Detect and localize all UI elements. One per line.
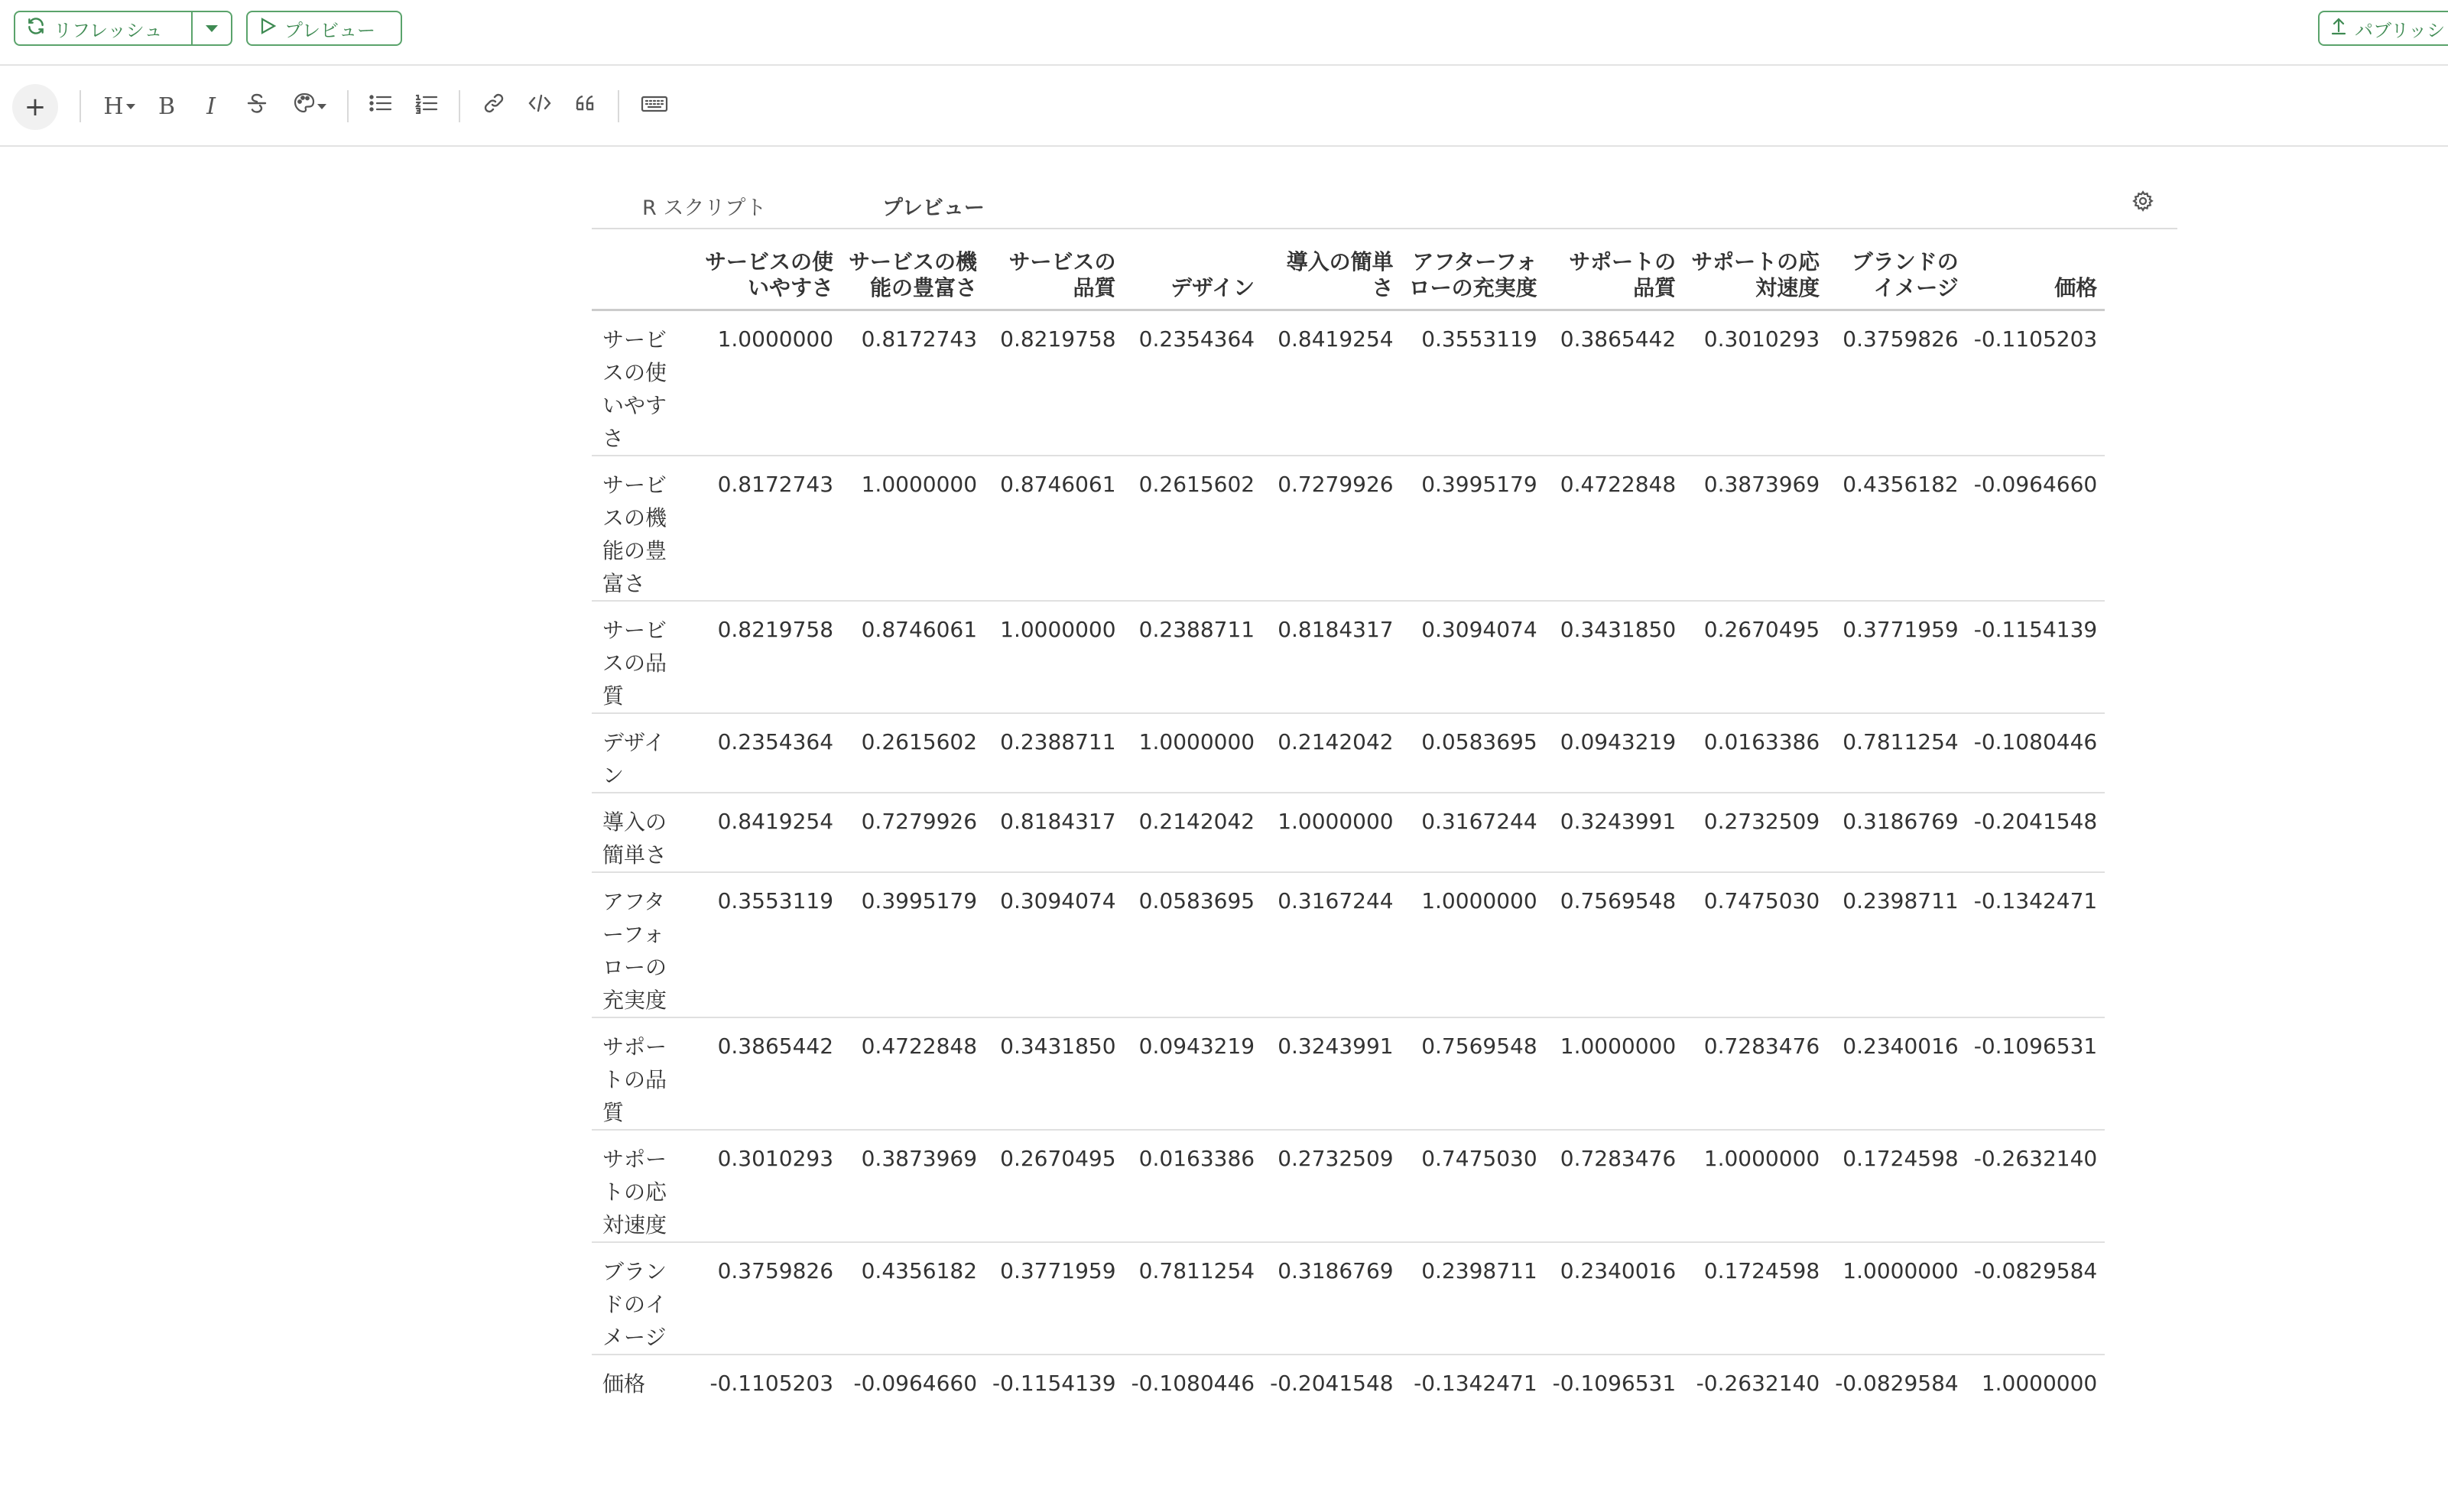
- refresh-button[interactable]: [15, 12, 191, 44]
- table-cell: -0.2632140: [1966, 1130, 2105, 1242]
- settings-button[interactable]: [2131, 190, 2154, 216]
- table-cell: 0.3167244: [1401, 793, 1545, 872]
- row-label: [592, 456, 697, 601]
- numbered-list-icon: [414, 92, 439, 120]
- table-cell: 0.0163386: [1683, 713, 1827, 793]
- table-cell: 0.3186769: [1262, 1242, 1401, 1355]
- column-header: [1545, 243, 1684, 310]
- column-header: [697, 243, 841, 310]
- column-header-line: 価格: [2054, 275, 2098, 300]
- table-cell: 0.8746061: [985, 456, 1124, 601]
- quote-icon: [574, 92, 597, 120]
- row-label-line: スの使: [602, 360, 667, 385]
- table-cell: -0.1080446: [1131, 1371, 1255, 1396]
- table-cell: -0.0964660: [853, 1371, 978, 1396]
- bold-icon: B: [157, 92, 176, 120]
- quote-button[interactable]: [570, 89, 601, 124]
- table-cell: -0.1342471: [1966, 872, 2105, 1017]
- table-cell: 0.7279926: [1262, 456, 1401, 601]
- code-icon: [528, 92, 552, 120]
- caret-down-icon: [317, 104, 326, 109]
- table-cell: 0.2732509: [1262, 1130, 1401, 1242]
- table-body: [592, 310, 2105, 1401]
- row-label-line: アフタ: [602, 889, 666, 914]
- row-label-line: サービ: [602, 472, 667, 498]
- table-cell: -0.1154139: [1966, 601, 2105, 713]
- table-cell: 1.0000000: [841, 456, 985, 601]
- row-label-line: サービ: [602, 327, 667, 352]
- row-label-line: ン: [602, 763, 625, 788]
- row-label: [592, 713, 697, 793]
- table-cell: 0.3865442: [697, 1017, 841, 1130]
- top-toolbar: [0, 0, 2448, 66]
- heading-button[interactable]: [99, 89, 139, 124]
- column-header-line: サービスの: [1008, 249, 1116, 274]
- column-header: [1683, 243, 1827, 310]
- table-cell: 0.2670495: [985, 1130, 1124, 1242]
- column-header: [1827, 243, 1966, 310]
- row-label: [592, 310, 697, 456]
- column-header-line: デザイン: [1170, 275, 1255, 300]
- table-cell: 0.8219758: [985, 310, 1124, 456]
- row-label-line: 価格: [602, 1371, 646, 1397]
- table-cell: 0.3873969: [1683, 456, 1827, 601]
- table-cell: 0.0583695: [1124, 872, 1263, 1017]
- table-cell: 0.8419254: [1262, 310, 1401, 456]
- preview-label: プレビュー: [284, 19, 376, 41]
- table-row: [592, 1355, 2105, 1400]
- strikethrough-icon: [245, 91, 268, 122]
- table-row: [592, 310, 2105, 456]
- table-row: [592, 793, 2105, 872]
- table-cell: 0.0943219: [1124, 1017, 1263, 1130]
- table-cell: 0.2340016: [1827, 1017, 1966, 1130]
- keyboard-shortcuts-button[interactable]: [638, 89, 671, 124]
- row-label-line: サービ: [602, 618, 667, 643]
- table-cell: -0.1105203: [1966, 310, 2105, 456]
- table-cell: 0.2670495: [1683, 601, 1827, 713]
- toolbar-divider: [618, 90, 619, 122]
- column-header: [1401, 243, 1545, 310]
- row-label-line: スの機: [602, 505, 667, 530]
- refresh-label: リフレッシュ: [54, 19, 163, 41]
- code-button[interactable]: [524, 89, 555, 124]
- table-cell: 0.3243991: [1262, 1017, 1401, 1130]
- table-header-row: [592, 243, 2105, 310]
- column-header: [1262, 243, 1401, 310]
- row-label: [592, 601, 697, 713]
- table-cell: 0.3771959: [985, 1242, 1124, 1355]
- italic-icon: I: [206, 92, 216, 120]
- column-header-line: サポートの応: [1691, 249, 1820, 274]
- row-label-line: 導入の: [602, 810, 667, 835]
- row-label-line: サポー: [602, 1034, 667, 1059]
- table-cell: 0.3431850: [985, 1017, 1124, 1130]
- table-cell: 0.8184317: [1262, 601, 1401, 713]
- row-label-line: ーフォ: [602, 922, 665, 947]
- table-cell: 0.1724598: [1827, 1130, 1966, 1242]
- table-cell: 0.2142042: [1124, 793, 1263, 872]
- bullet-list-button[interactable]: [365, 89, 396, 124]
- table-cell: 1.0000000: [1545, 1017, 1684, 1130]
- table-cell: 0.3759826: [697, 1242, 841, 1355]
- table-cell: 0.8184317: [985, 793, 1124, 872]
- table-cell: 1.0000000: [1401, 872, 1545, 1017]
- row-label-line: メージ: [602, 1325, 667, 1350]
- table-cell: 0.7475030: [1401, 1130, 1545, 1242]
- table-cell: 0.2142042: [1262, 713, 1401, 793]
- table-cell: 0.3995179: [1401, 456, 1545, 601]
- table-cell: -0.0964660: [1966, 456, 2105, 601]
- table-cell: 0.3094074: [985, 872, 1124, 1017]
- column-header-line: ローの充実度: [1408, 275, 1537, 300]
- row-label-line: 質: [602, 683, 625, 709]
- corner-header-cell: [592, 243, 697, 310]
- table-cell: 0.3553119: [697, 872, 841, 1017]
- table-cell: 0.8219758: [697, 601, 841, 713]
- table-cell: 0.7475030: [1683, 872, 1827, 1017]
- toolbar-divider: [80, 90, 81, 122]
- column-header-line: 品質: [1633, 275, 1677, 300]
- table-cell: -0.1105203: [709, 1371, 834, 1396]
- table-cell: 0.3771959: [1827, 601, 1966, 713]
- column-header: [841, 243, 985, 310]
- row-label: [592, 1130, 697, 1242]
- table-cell: 0.8172743: [697, 456, 841, 601]
- table-cell: 0.3431850: [1545, 601, 1684, 713]
- row-label-line: 富さ: [602, 571, 646, 596]
- column-header-line: イメージ: [1873, 275, 1959, 300]
- column-header-line: サービスの使: [705, 249, 834, 274]
- table-row: [592, 1242, 2105, 1355]
- table-cell: 0.2354364: [697, 713, 841, 793]
- row-label-line: さ: [602, 426, 625, 451]
- table-cell: 0.0583695: [1401, 713, 1545, 793]
- column-header-line: さ: [1372, 275, 1394, 300]
- preview-button[interactable]: [246, 11, 402, 46]
- column-header: [1124, 243, 1263, 310]
- table-cell: 0.7279926: [841, 793, 985, 872]
- row-label-line: ブラン: [602, 1259, 667, 1284]
- plus-icon: +: [24, 92, 47, 122]
- table-cell: 0.1724598: [1683, 1242, 1827, 1355]
- column-header-line: アフターフォ: [1412, 249, 1537, 274]
- refresh-dropdown-button[interactable]: [191, 12, 231, 44]
- table-row: [592, 1130, 2105, 1242]
- table-cell: -0.1096531: [1552, 1371, 1677, 1396]
- row-label-line: 質: [602, 1100, 625, 1125]
- table-row: [592, 1017, 2105, 1130]
- table-cell: 0.3873969: [841, 1130, 985, 1242]
- table-cell: -0.0829584: [1966, 1242, 2105, 1355]
- column-header-line: ブランドの: [1851, 249, 1959, 274]
- publish-button[interactable]: [2318, 11, 2448, 46]
- output-tabs: [592, 177, 2177, 229]
- table-cell: -0.1342471: [1414, 1371, 1537, 1396]
- table-cell: 0.3553119: [1401, 310, 1545, 456]
- table-cell: 0.8419254: [697, 793, 841, 872]
- row-label: [592, 872, 697, 1017]
- table-cell: 0.3759826: [1827, 310, 1966, 456]
- table-cell: 0.3010293: [697, 1130, 841, 1242]
- link-icon: [482, 92, 505, 121]
- table-cell: 0.3865442: [1545, 310, 1684, 456]
- table-cell: 0.3094074: [1401, 601, 1545, 713]
- column-header-line: 対速度: [1755, 275, 1820, 300]
- row-label-line: 充実度: [602, 988, 667, 1013]
- bold-button[interactable]: [153, 89, 180, 124]
- table-row: [592, 872, 2105, 1017]
- palette-icon: [293, 92, 316, 121]
- row-label: [592, 1355, 697, 1400]
- table-cell: 0.8746061: [841, 601, 985, 713]
- table-cell: 0.2388711: [1124, 601, 1263, 713]
- column-header-line: 能の豊富さ: [870, 275, 978, 300]
- table-cell: 0.4356182: [841, 1242, 985, 1355]
- numbered-list-button[interactable]: [411, 89, 442, 124]
- row-label-line: トの応: [602, 1179, 667, 1205]
- play-icon: [260, 17, 277, 40]
- row-label-line: デザイ: [602, 730, 666, 755]
- row-label: [592, 793, 697, 872]
- refresh-icon: [26, 16, 46, 41]
- table-cell: 0.2388711: [985, 713, 1124, 793]
- table-cell: 0.3167244: [1262, 872, 1401, 1017]
- table-cell: 1.0000000: [1683, 1130, 1827, 1242]
- table-cell: 0.4722848: [1545, 456, 1684, 601]
- heading-icon: H: [103, 92, 124, 120]
- table-cell: 0.7283476: [1683, 1017, 1827, 1130]
- gear-icon: [2131, 201, 2154, 216]
- table-cell: 0.7811254: [1124, 1242, 1263, 1355]
- link-button[interactable]: [479, 89, 509, 124]
- row-label-line: スの品: [602, 651, 667, 676]
- table-cell: 0.7283476: [1545, 1130, 1684, 1242]
- strikethrough-button[interactable]: [242, 89, 272, 124]
- table-cell: 0.0163386: [1124, 1130, 1263, 1242]
- table-cell: 0.7569548: [1545, 872, 1684, 1017]
- table-cell: 0.2340016: [1545, 1242, 1684, 1355]
- editor-toolbar: [0, 66, 2448, 147]
- table-cell: 0.2398711: [1827, 872, 1966, 1017]
- table-cell: -0.1154139: [992, 1371, 1116, 1396]
- row-label-line: 対速度: [602, 1212, 667, 1238]
- row-label-line: サポー: [602, 1147, 667, 1172]
- table-cell: 0.3243991: [1545, 793, 1684, 872]
- table-row: [592, 601, 2105, 713]
- table-cell: 0.7811254: [1827, 713, 1966, 793]
- table-cell: -0.2632140: [1696, 1371, 1820, 1396]
- color-button[interactable]: [289, 89, 330, 124]
- row-label-line: ドのイ: [602, 1292, 667, 1317]
- table-cell: 0.4722848: [841, 1017, 985, 1130]
- table-cell: -0.1096531: [1966, 1017, 2105, 1130]
- table-cell: 0.4356182: [1827, 456, 1966, 601]
- row-label: [592, 1017, 697, 1130]
- correlation-table-wrapper: [592, 243, 2177, 1400]
- table-cell: 0.2615602: [1124, 456, 1263, 601]
- row-label-line: ローの: [602, 955, 667, 980]
- table-row: [592, 713, 2105, 793]
- row-label-line: トの品: [602, 1067, 667, 1092]
- tab-preview[interactable]: プレビュー: [882, 196, 985, 220]
- row-label: [592, 1242, 697, 1355]
- bullet-list-icon: [368, 92, 393, 120]
- column-header-line: 品質: [1073, 275, 1116, 300]
- table-cell: 1.0000000: [1981, 1371, 2098, 1396]
- table-cell: 0.2354364: [1124, 310, 1263, 456]
- column-header: [985, 243, 1124, 310]
- table-cell: -0.0829584: [1835, 1371, 1959, 1396]
- table-cell: 0.7569548: [1401, 1017, 1545, 1130]
- caret-down-icon: [126, 104, 135, 109]
- add-block-button[interactable]: [12, 84, 58, 130]
- toolbar-divider: [347, 90, 349, 122]
- table-row: [592, 456, 2105, 601]
- table-cell: 0.2615602: [841, 713, 985, 793]
- italic-button[interactable]: [197, 89, 225, 124]
- table-cell: 0.3186769: [1827, 793, 1966, 872]
- column-header: [1966, 243, 2105, 310]
- table-cell: -0.2041548: [1270, 1371, 1394, 1396]
- correlation-table: [592, 243, 2105, 1400]
- table-cell: 1.0000000: [1124, 713, 1263, 793]
- table-cell: 0.0943219: [1545, 713, 1684, 793]
- table-cell: 1.0000000: [697, 310, 841, 456]
- caret-down-icon: [206, 25, 218, 32]
- keyboard-icon: [641, 93, 668, 120]
- table-cell: 1.0000000: [985, 601, 1124, 713]
- upload-icon: [2330, 16, 2347, 41]
- toolbar-divider: [459, 90, 460, 122]
- column-header-line: 導入の簡単: [1286, 249, 1394, 274]
- publish-label: パブリッシ: [2355, 19, 2446, 41]
- table-cell: 0.8172743: [841, 310, 985, 456]
- table-cell: -0.1080446: [1966, 713, 2105, 793]
- column-header-line: サービスの機: [849, 249, 978, 274]
- table-cell: 0.3010293: [1683, 310, 1827, 456]
- column-header-line: サポートの: [1569, 249, 1677, 274]
- table-cell: -0.2041548: [1966, 793, 2105, 872]
- table-cell: 0.2398711: [1401, 1242, 1545, 1355]
- table-cell: 1.0000000: [1827, 1242, 1966, 1355]
- row-label-line: いやす: [602, 393, 667, 418]
- table-cell: 1.0000000: [1262, 793, 1401, 872]
- table-cell: 0.2732509: [1683, 793, 1827, 872]
- table-cell: 0.3995179: [841, 872, 985, 1017]
- tab-r-script[interactable]: R スクリプト: [642, 196, 767, 220]
- row-label-line: 能の豊: [602, 538, 667, 563]
- refresh-split-button: [14, 11, 232, 46]
- column-header-line: いやすさ: [748, 275, 834, 300]
- row-label-line: 簡単さ: [602, 842, 667, 868]
